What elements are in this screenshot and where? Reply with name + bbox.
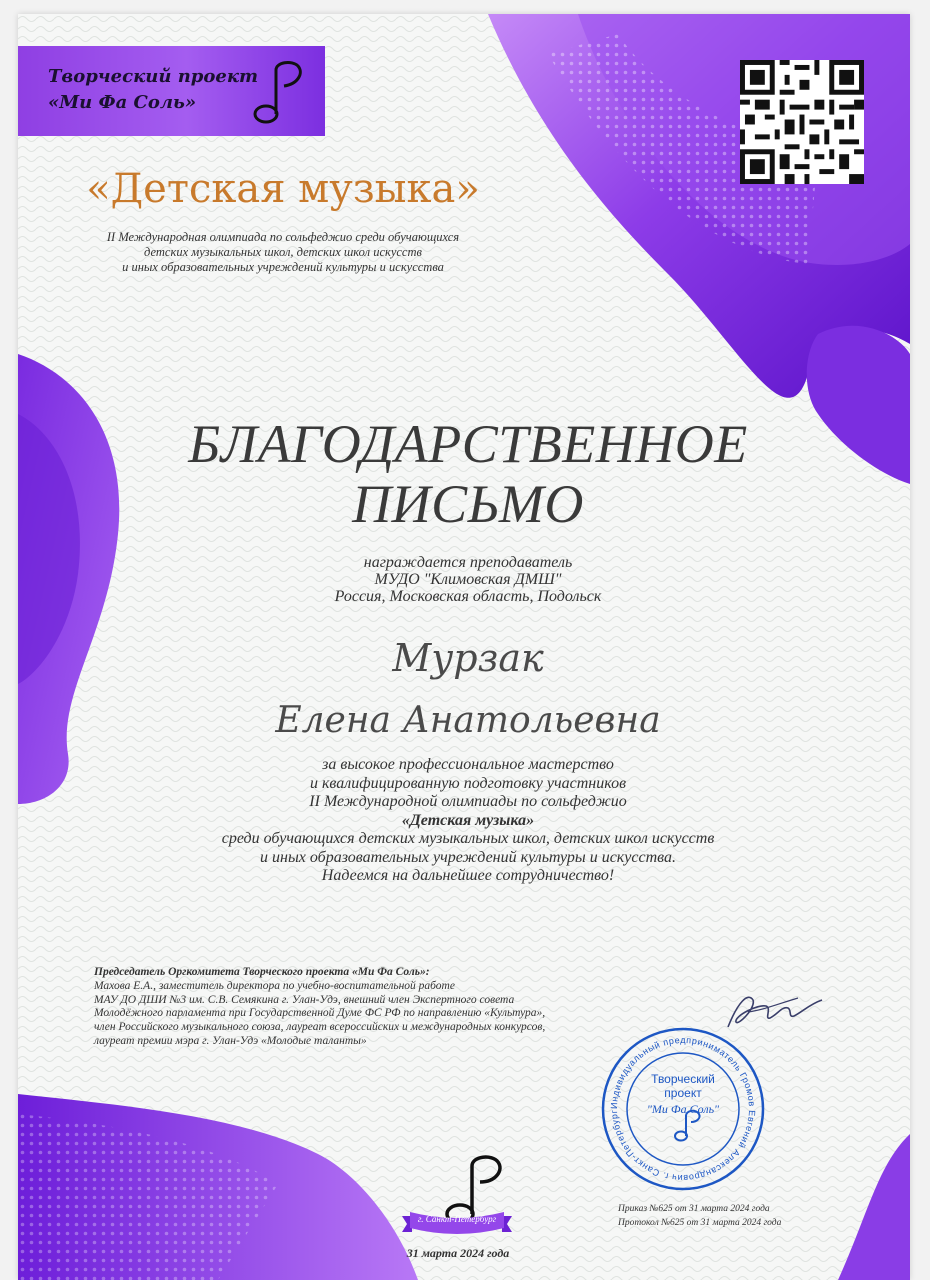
project-name-line1: Творческий проект: [48, 66, 259, 87]
awardee-line: Россия, Московская область, Подольск: [334, 588, 602, 605]
stamp-line3: "Ми Фа Соль": [646, 1102, 720, 1116]
stamp-line1: Творческий: [651, 1072, 715, 1086]
certificate-sheet: [18, 14, 910, 1280]
reason-line: II Международной олимпиады по сольфеджио: [309, 793, 627, 810]
chair-line: лауреат премии мэра г. Улан-Удэ «Молодые таланты»: [94, 1034, 367, 1047]
awardee-line: награждается преподаватель: [363, 554, 573, 571]
stamp-line2: проект: [664, 1086, 702, 1100]
project-banner: [18, 46, 325, 136]
official-stamp: [598, 1024, 768, 1194]
awardee-info: [168, 554, 768, 605]
document-title: [128, 414, 808, 534]
chair-heading: Председатель Оргкомитета Творческого проекта «Ми Фа Соль»:: [94, 966, 430, 978]
project-name-line2: «Ми Фа Соль»: [48, 92, 197, 113]
awardee-surname: Мурзак: [392, 636, 544, 680]
reason-line: и иных образовательных учреждений культуры и искусства.: [260, 848, 676, 866]
awardee-line: МУДО "Климовская ДМШ": [374, 571, 562, 588]
document-title-line2: ПИСЬМО: [352, 474, 584, 534]
awardee-name: Елена Анатольевна: [275, 700, 661, 741]
order-references: [618, 1202, 838, 1230]
olympiad-title: «Детская музыка»: [86, 166, 480, 212]
reason-line: среди обучающихся детских музыкальных школ, детских школ искусств: [221, 830, 715, 847]
chair-line: член Российского музыкального союза, лауреат всероссийских и международных конкурсов,: [94, 1021, 546, 1034]
reason-olympiad-name: «Детская музыка»: [401, 811, 535, 829]
chair-line: Молодёжного парламента при Государственной Думе ФС РФ по направлению «Культура»,: [94, 1007, 546, 1020]
chair-line: МАУ ДО ДШИ №3 им. С.В. Семякина г. Улан-Удэ, внешний член Экспертного совета: [94, 993, 515, 1006]
music-note-icon: [246, 58, 306, 128]
qr-code[interactable]: [740, 60, 864, 184]
reason-line: и квалифицированную подготовку участников: [309, 774, 627, 792]
award-reason: [118, 756, 818, 886]
reason-line: Надеемся на дальнейшее сотрудничество!: [321, 867, 615, 884]
order-line: Приказ №625 от 31 марта 2024 года: [618, 1204, 770, 1214]
olympiad-subtitle: [58, 230, 508, 275]
chair-line: Махова Е.А., заместитель директора по учебно-воспитательной работе: [94, 979, 455, 992]
reason-line: за высокое профессиональное мастерство: [322, 756, 614, 773]
document-title-line1: БЛАГОДАРСТВЕННОЕ: [188, 414, 748, 474]
city-label: г. Санкт-Петербург: [417, 1214, 497, 1224]
issue-date: 31 марта 2024 года: [406, 1246, 510, 1260]
olympiad-subtitle-line: детских музыкальных школ, детских школ искусств: [144, 245, 422, 259]
olympiad-subtitle-line: и иных образовательных учреждений культуры и искусства: [122, 260, 444, 274]
olympiad-subtitle-line: II Международная олимпиада по сольфеджио среди обучающихся: [106, 230, 460, 244]
stamp-ring-text: Индивидуальный предприниматель Громов Евгений Александрович г. Санкт-Петербург: [608, 1034, 758, 1184]
protocol-line: Протокол №625 от 31 марта 2024 года: [618, 1218, 782, 1228]
